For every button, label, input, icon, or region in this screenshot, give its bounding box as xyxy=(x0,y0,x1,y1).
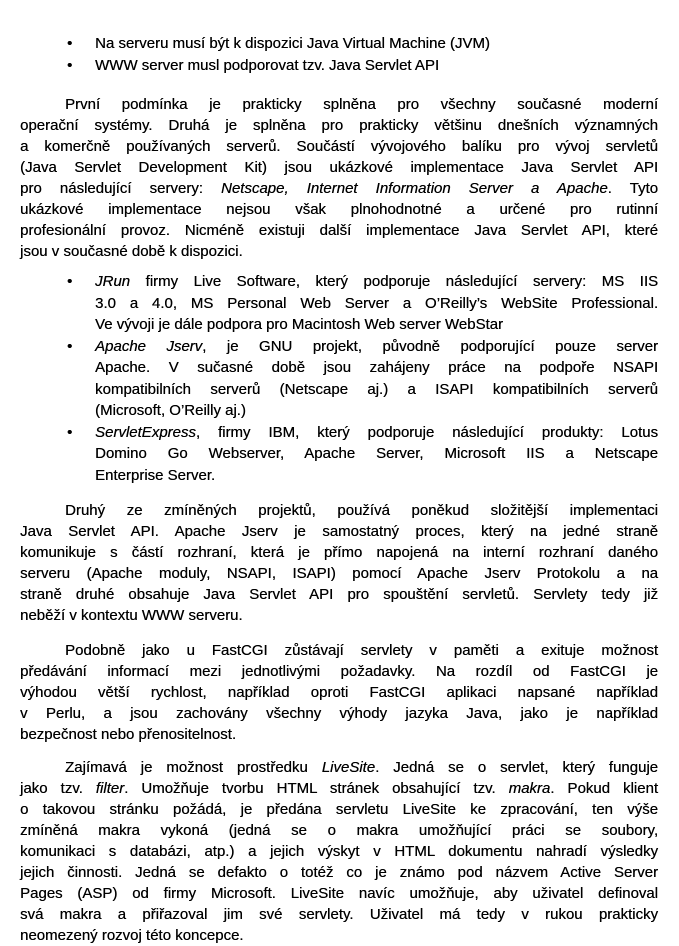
text-line xyxy=(95,336,658,358)
text-line: straně druhé obsahuje Java Servlet API pro spouštění servletů. Servlety tedy již xyxy=(20,586,658,603)
plain-text: jako tzv. xyxy=(20,780,96,797)
plain-text: , firmy IBM, který podporuje následující produkty: Lotus xyxy=(195,423,658,441)
text-line: komunikuje s částí rozhraní, která je přímo napojená na interní rozhraní daného xyxy=(20,544,658,561)
italic-text: filter xyxy=(95,780,125,797)
text-line: předávání informací mezi jednotlivými požadavky. Na rozdíl od FastCGI je xyxy=(20,663,658,680)
italic-text: Netscape, Internet Information Server a Apache xyxy=(220,180,608,197)
paragraph-livesite xyxy=(20,757,658,946)
bullet-icon: • xyxy=(67,35,73,52)
list-item xyxy=(20,33,658,55)
italic-text: JRun xyxy=(95,273,131,290)
italic-text: LiveSite xyxy=(321,759,376,776)
list-item-apache-jserv xyxy=(20,336,658,422)
text-line: o takovou stránku požádá, je předána servletu LiveSite ke zpracování, ten výše xyxy=(20,801,658,818)
text-line: ukázkové implementace nejsou však plnohodnotné a určené pro rutinní xyxy=(20,201,658,218)
plain-text: , je GNU projekt, původně podporující pouze server xyxy=(202,337,658,355)
text-line: Apache. V sučasné době jsou zahájeny práce na podpoře NSAPI xyxy=(95,359,658,376)
bullet-icon: • xyxy=(67,57,73,74)
text-line: Enterprise Server. xyxy=(95,466,216,484)
text-line: kompatibilních serverů (Netscape aj.) a ISAPI kompatibilních serverů xyxy=(95,380,658,398)
text-line: Druhý ze zmíněných projektů, používá poněkud složitější implementaci xyxy=(65,502,658,519)
text-line: Ve vývoji je dále podpora pro Macintosh Web server WebStar xyxy=(95,316,503,333)
text-line: a komerčně používaných serverů. Součástí vývojového balíku pro vývoj servletů xyxy=(20,138,658,155)
requirements-bullet-list xyxy=(20,33,658,77)
text-line: WWW server musl podporovat tzv. Java Servlet API xyxy=(95,57,439,74)
bullet-icon: • xyxy=(67,337,73,355)
text-line: v Perlu, a jsou zachovány všechny výhody jazyka Java, jako je například xyxy=(20,705,658,722)
text-line: jsou v současné době k dispozici. xyxy=(20,243,243,260)
text-line: jejich činnosti. Jedná se defakto o totéž co je známo pod názvem Active Server xyxy=(20,864,658,881)
text-line: neomezený rozvoj této koncepce. xyxy=(20,927,244,944)
text-line xyxy=(20,778,658,799)
text-line xyxy=(20,178,658,199)
plain-text: . Pokud klient xyxy=(550,780,658,797)
list-item-jrun xyxy=(20,271,658,336)
list-item-servletexpress xyxy=(20,422,658,487)
implementations-bullet-list xyxy=(20,271,658,486)
text-line: zmíněná makra vykoná (jedná se o makra umožňující práci se soubory, xyxy=(20,822,658,839)
text-line: (Microsoft, O’Reilly aj.) xyxy=(95,402,246,419)
text-line: První podmínka je prakticky splněna pro všechny současné moderní xyxy=(65,96,658,113)
text-line: Domino Go Webserver, Apache Server, Microsoft IIS a Netscape xyxy=(95,445,658,462)
italic-text: makra xyxy=(508,780,551,797)
plain-text: . Jedná se o servlet, který funguje xyxy=(375,759,658,776)
italic-text: ServletExpress xyxy=(95,423,196,441)
italic-text: Apache Jserv xyxy=(95,337,203,355)
paragraph-conditions xyxy=(20,94,658,262)
text-line: 3.0 a 4.0, MS Personal Web Server a O’Reilly’s WebSite Professional. xyxy=(95,294,658,312)
paragraph-fastcgi xyxy=(20,640,658,745)
text-line: Pages (ASP) od firmy Microsoft. LiveSite navíc umožňuje, aby uživatel definoval xyxy=(20,885,658,902)
text-line: komunikaci s databázi, atp.) a jejich výskyt v HTML dokumentu nahradí výsledky xyxy=(20,843,658,860)
plain-text: pro následující servery: xyxy=(20,180,221,197)
bullet-icon: • xyxy=(67,423,73,441)
text-line: bezpečnost nebo přenositelnost. xyxy=(20,726,236,743)
text-line: výhodou větší rychlost, například oproti FastCGI aplikaci napsané například xyxy=(20,684,658,701)
text-line xyxy=(20,757,658,778)
text-line xyxy=(95,422,658,444)
text-line: profesionální provoz. Nicméně existuji další implementace Java Servlet API, které xyxy=(20,222,658,239)
plain-text: Zajímavá je možnost prostředku xyxy=(65,759,322,776)
plain-text: firmy Live Software, který podporuje následující servery: MS IIS xyxy=(130,273,658,290)
plain-text: . Umožňuje tvorbu HTML stránek obsahující tzv. xyxy=(124,780,509,797)
list-item xyxy=(20,55,658,77)
text-line: svá makra a přiřazoval jim své servlety. Uživatel má tedy v rukou prakticky xyxy=(20,906,658,923)
text-line: serveru (Apache moduly, NSAPI, ISAPI) pomocí Apache Jserv Protokolu a na xyxy=(20,565,658,582)
bullet-icon: • xyxy=(67,273,73,290)
text-line: Java Servlet API. Apache Jserv je samostatný proces, který na jedné straně xyxy=(20,523,658,540)
text-line: (Java Servlet Development Kit) jsou ukázkové implementace Java Servlet API xyxy=(20,159,658,176)
text-line: Na serveru musí být k dispozici Java Virtual Machine (JVM) xyxy=(95,35,490,52)
text-line: Podobně jako u FastCGI zůstávají servlety v paměti a exituje možnost xyxy=(65,642,658,659)
text-line: neběží v kontextu WWW serveru. xyxy=(20,607,243,624)
text-line: operační systémy. Druhá je splněna pro prakticky většinu dnešních významných xyxy=(20,117,658,134)
text-line xyxy=(95,271,658,293)
plain-text: . Tyto xyxy=(607,180,658,197)
paragraph-apache-jserv xyxy=(20,500,658,626)
